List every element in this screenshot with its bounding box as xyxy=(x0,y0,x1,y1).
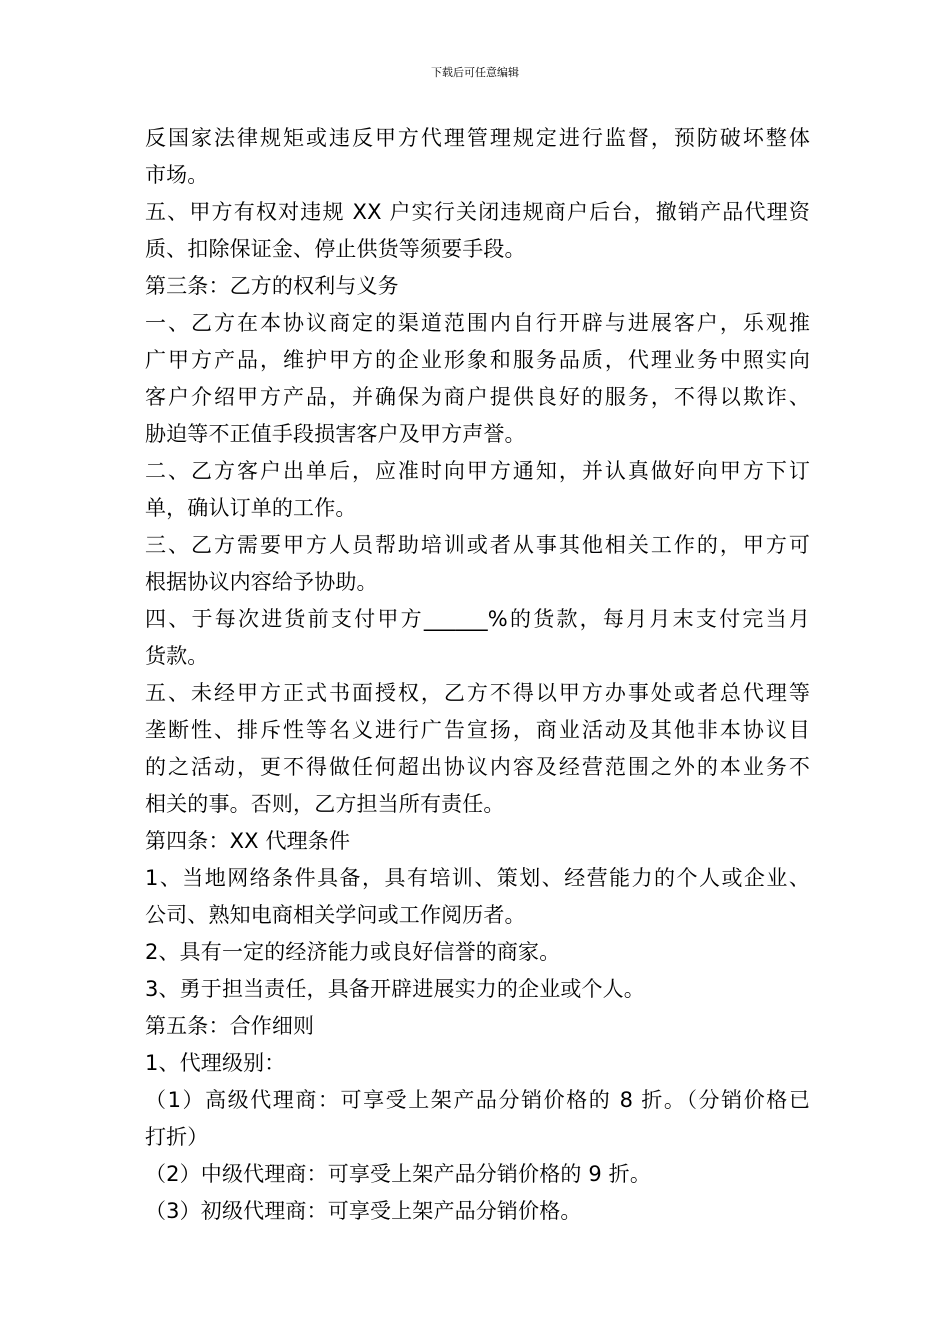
paragraph-line: 2、具有一定的经济能力或良好信誉的商家。 xyxy=(145,940,561,964)
paragraph-line: 垄断性、排斥性等名义进行广告宣扬，商业活动及其他非本协议目 xyxy=(145,718,810,742)
paragraph-line: 1、当地网络条件具备，具有培训、策划、经营能力的个人或企业、 xyxy=(145,866,810,890)
paragraph-line: 根据协议内容给予协助。 xyxy=(145,570,378,594)
paragraph-line: 反国家法律规矩或违反甲方代理管理规定进行监督，预防破坏整体 xyxy=(145,126,810,150)
section-heading: 第四条：XX 代理条件 xyxy=(145,829,351,853)
paragraph-line: 一、乙方在本协议商定的渠道范围内自行开辟与进展客户，乐观推 xyxy=(145,311,810,335)
paragraph-line: 客户介绍甲方产品，并确保为商户提供良好的服务，不得以欺诈、 xyxy=(145,385,810,409)
paragraph-line: 四、于每次进货前支付甲方______%的货款，每月月末支付完当月 xyxy=(145,607,810,631)
paragraph-line: 公司、熟知电商相关学问或工作阅历者。 xyxy=(145,903,526,927)
paragraph-line: （2）中级代理商：可享受上架产品分销价格的 9 折。 xyxy=(145,1162,651,1186)
paragraph-line: 3、勇于担当责任，具备开辟进展实力的企业或个人。 xyxy=(145,977,645,1001)
paragraph-line: 相关的事。否则，乙方担当所有责任。 xyxy=(145,792,505,816)
paragraph-line: （1）高级代理商：可享受上架产品分销价格的 8 折。（分销价格已 xyxy=(145,1088,810,1112)
paragraph-line: 单，确认订单的工作。 xyxy=(145,496,357,520)
paragraph-line: 质、扣除保证金、停止供货等须要手段。 xyxy=(145,237,526,261)
paragraph-line: 打折） xyxy=(145,1125,209,1149)
page-header: 下载后可任意编辑 xyxy=(431,66,519,79)
paragraph-line: 广甲方产品，维护甲方的企业形象和服务品质，代理业务中照实向 xyxy=(145,348,810,372)
paragraph-line: 货款。 xyxy=(145,644,209,668)
section-heading: 第五条：合作细则 xyxy=(145,1014,315,1038)
paragraph-line: 1、代理级别： xyxy=(145,1051,286,1075)
paragraph-line: 三、乙方需要甲方人员帮助培训或者从事其他相关工作的，甲方可 xyxy=(145,533,810,557)
paragraph-line: 五、甲方有权对违规 XX 户实行关闭违规商户后台，撤销产品代理资 xyxy=(145,200,810,224)
paragraph-line: 五、未经甲方正式书面授权，乙方不得以甲方办事处或者总代理等 xyxy=(145,681,810,705)
paragraph-line: 市场。 xyxy=(145,163,209,187)
paragraph-line: 的之活动，更不得做任何超出协议内容及经营范围之外的本业务不 xyxy=(145,755,810,779)
paragraph-line: 二、乙方客户出单后，应准时向甲方通知，并认真做好向甲方下订 xyxy=(145,459,810,483)
document-body xyxy=(145,120,810,1230)
paragraph-line: （3）初级代理商：可享受上架产品分销价格。 xyxy=(145,1199,582,1223)
paragraph-line: 胁迫等不正值手段损害客户及甲方声誉。 xyxy=(145,422,526,446)
section-heading: 第三条：乙方的权利与义务 xyxy=(145,274,399,298)
